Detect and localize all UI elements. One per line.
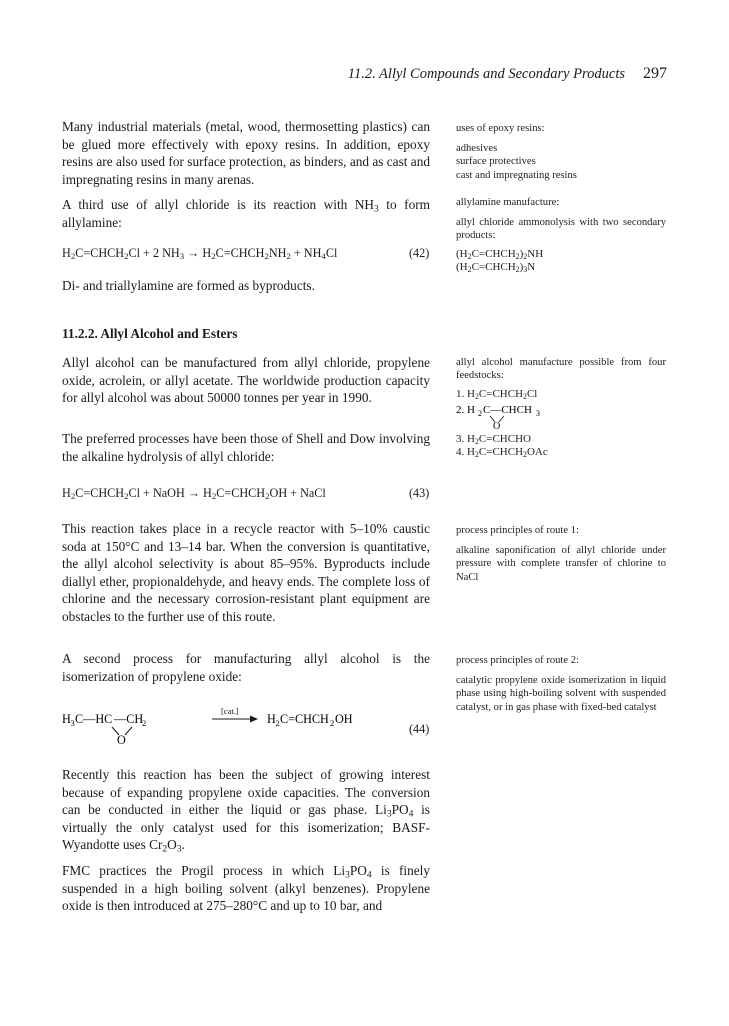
svg-text:2: 2 [142, 718, 147, 728]
margin-note-allylamine [456, 196, 666, 274]
margin-note-epoxy [456, 122, 666, 182]
svg-text:2: 2 [478, 408, 482, 418]
paragraph-recent-interest: Recently this reaction has been the subject of growing interest because of expanding propylene oxide capacities. The conversion can be conducted in either the liquid or gas phase. $Li_3PO_4$ is virtually the only catalyst used for this isomerization; BASF-Wyandotte uses $Cr_2O_3$. [62, 767, 430, 855]
margin-feedstock-4: 4. $H_2C=CHCH_2OAc$ [456, 445, 548, 459]
margin-heading-feedstocks: allyl alcohol manufacture possible from four feedstocks: [456, 357, 666, 382]
equation-44 [62, 700, 432, 748]
svg-text:3: 3 [70, 718, 75, 728]
equation-42-number: (42) [409, 246, 430, 260]
running-title: 11.2. Allyl Compounds and Secondary Products [347, 66, 625, 82]
page-header [0, 66, 729, 86]
svg-text:O: O [117, 733, 126, 747]
margin-list-item: surface protectives [456, 156, 536, 168]
svg-text:2: 2 [275, 718, 280, 728]
margin-formula-triallylamine: $(H_2C=CHCH_2)_3N$ [456, 260, 536, 274]
margin-heading-allylamine: allylamine manufacture: [456, 197, 560, 208]
equation-42 [62, 245, 430, 263]
equation-43 [62, 485, 430, 503]
equation-44-structure [62, 700, 432, 748]
margin-feedstock-3: 3. $H_2C=CHCHO$ [456, 432, 531, 446]
paragraph-allylamine: A third use of allyl chloride is its reaction with $NH_3$ to form allylamine: [62, 197, 430, 230]
svg-text:2: 2 [330, 718, 335, 728]
equation-42-formula: $H_2C=CHCH_2Cl + 2$ $NH_3$ → $H_2C=CHCH_2NH_2 + NH_4Cl$ [62, 246, 338, 262]
page-number: 297 [643, 65, 667, 82]
paragraph-route1-description: This reaction takes place in a recycle reactor with 5–10% caustic soda at 150°C and 13–14 bar. When the conversion is quantitative, the allyl alcohol selectivity is about 85–95%. Byproducts include diallyl ether, propionaldehyde, and heavy ends. The complete loss of chlorine and the necessary corrosion-resistant plant equipment are obstacles to the further use of this route. [62, 521, 430, 624]
equation-44-number: (44) [409, 722, 430, 736]
margin-text-allylamine: allyl chloride ammonolysis with two secondary products: [456, 217, 666, 242]
margin-feedstock-2 [456, 402, 666, 430]
margin-note-route2 [456, 654, 666, 714]
margin-list-item: cast and impregnating resins [456, 169, 577, 181]
svg-text:C=CHCH: C=CHCH [280, 712, 329, 726]
margin-text-route2: catalytic propylene oxide isomerization in liquid phase using high-boiling solvent with suspended catalyst, or in gas phase with fixed-bed catalyst [456, 675, 666, 713]
paragraph-byproducts: Di- and triallylamine are formed as byproducts. [62, 278, 315, 293]
paragraph-preferred-processes: The preferred processes have been those of Shell and Dow involving the alkaline hydrolysis of allyl chloride: [62, 431, 430, 464]
svg-text:—CH: —CH [114, 712, 144, 726]
margin-heading-route2: process principles of route 2: [456, 655, 579, 666]
svg-text:H: H [62, 712, 71, 726]
margin-feedstock-1: 1. $H_2C=CHCH_2Cl$ [456, 388, 538, 402]
margin-list-item: adhesives [456, 143, 498, 155]
svg-text:H: H [267, 712, 276, 726]
svg-text:2. H: 2. H [456, 403, 475, 416]
svg-text:3: 3 [536, 408, 540, 418]
margin-feedstock-2-structure [456, 402, 656, 430]
paragraph-allyl-alcohol-feedstocks: Allyl alcohol can be manufactured from allyl chloride, propylene oxide, acrolein, or allyl acetate. The worldwide production capacity for allyl alcohol was about 50000 tonnes per year in 1990. [62, 355, 430, 405]
equation-43-number: (43) [409, 486, 430, 500]
paragraph-progil-process: FMC practices the Progil process in which $Li_3PO_4$ is finely suspended in a high boiling solvent (alkyl benzenes). Propylene oxide is then introduced at 275–280°C and up to 10 bar, and [62, 863, 430, 913]
margin-text-route1: alkaline saponification of allyl chloride under pressure with complete transfer of chlorine to NaCl [456, 545, 666, 583]
margin-heading-route1: process principles of route 1: [456, 525, 579, 536]
paragraph-isomerization: A second process for manufacturing allyl alcohol is the isomerization of propylene oxide: [62, 651, 430, 684]
svg-text:C—CHCH: C—CHCH [483, 403, 532, 416]
svg-text:O: O [493, 420, 501, 430]
margin-note-route1 [456, 524, 666, 584]
equation-44-catalyst: [cat.] [221, 706, 239, 716]
equation-43-formula: $H_2C=CHCH_2Cl$ + NaOH → $H_2C=CHCH_2OH$ + NaCl [62, 486, 326, 502]
paragraph-epoxy-uses: Many industrial materials (metal, wood, thermosetting plastics) can be glued more effectively with epoxy resins. In addition, epoxy resins are also used for surface protection, as binders, and as cast and impregnating resins in many arenas. [62, 119, 430, 187]
margin-heading-epoxy: uses of epoxy resins: [456, 123, 545, 134]
svg-text:C—HC: C—HC [75, 712, 113, 726]
svg-text:OH: OH [335, 712, 353, 726]
section-heading: 11.2.2. Allyl Alcohol and Esters [62, 326, 238, 341]
margin-note-feedstocks [456, 356, 666, 459]
margin-formula-diallylamine: $(H_2C=CHCH_2)_2NH$ [456, 247, 544, 261]
